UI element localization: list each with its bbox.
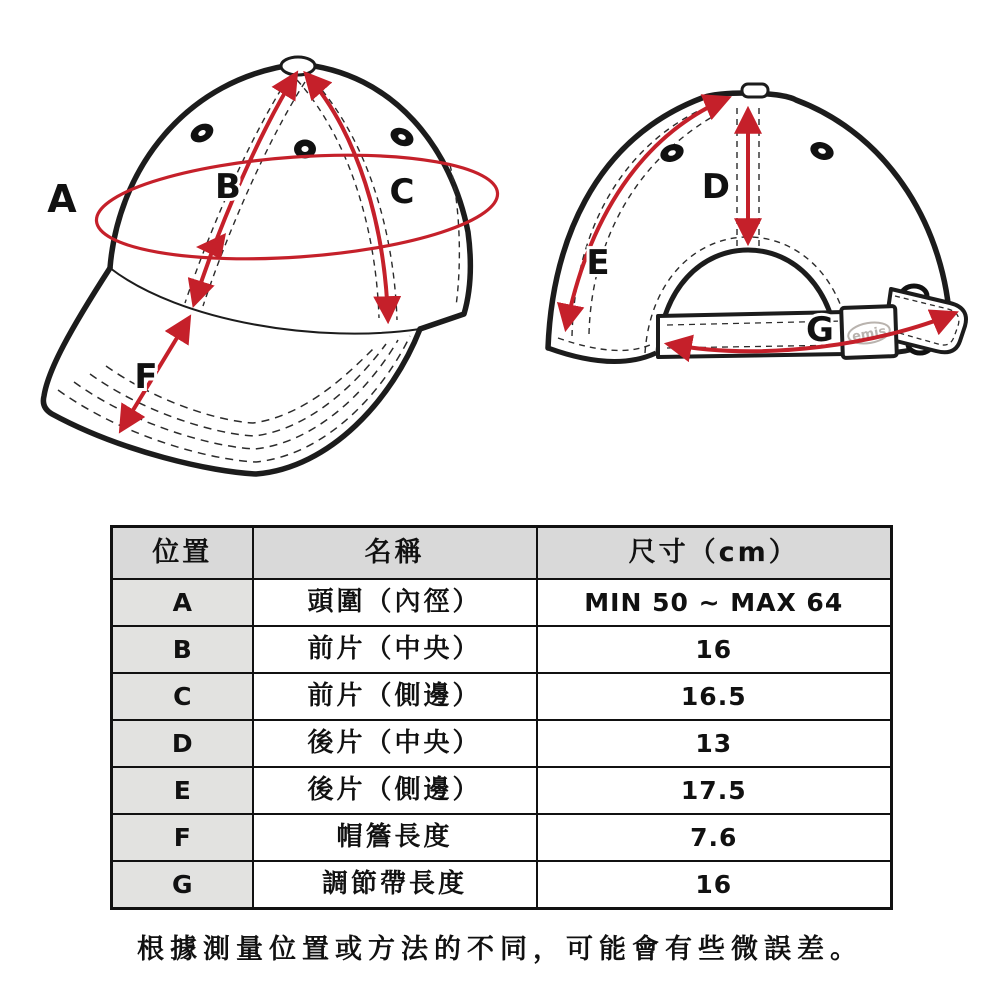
position-cell: G bbox=[112, 861, 253, 909]
value-cell: 17.5 bbox=[537, 767, 892, 814]
table-row bbox=[112, 720, 892, 767]
measurement-label-c: C bbox=[389, 172, 415, 212]
measurement-label-b: B bbox=[215, 167, 241, 207]
cap-side-view bbox=[43, 57, 501, 474]
position-cell: F bbox=[112, 814, 253, 861]
table-row bbox=[112, 814, 892, 861]
name-cell: 帽簷長度 bbox=[253, 814, 537, 861]
table-row bbox=[112, 626, 892, 673]
crown-fill bbox=[110, 64, 470, 334]
name-cell: 調節帶長度 bbox=[253, 861, 537, 909]
header-size-cm: 尺寸（cm） bbox=[537, 527, 892, 580]
value-cell: MIN 50 ~ MAX 64 bbox=[537, 579, 892, 626]
top-button bbox=[281, 57, 315, 75]
measurement-label-a: A bbox=[47, 177, 77, 221]
position-cell: C bbox=[112, 673, 253, 720]
position-cell: A bbox=[112, 579, 253, 626]
cap-back-view bbox=[548, 84, 966, 362]
measurement-label-e: E bbox=[586, 243, 610, 283]
table-row bbox=[112, 767, 892, 814]
value-cell: 16.5 bbox=[537, 673, 892, 720]
measurement-label-f: F bbox=[134, 357, 158, 397]
table-header-row bbox=[112, 527, 892, 580]
name-cell: 後片（中央） bbox=[253, 720, 537, 767]
name-cell: 前片（側邊） bbox=[253, 673, 537, 720]
measurement-label-g: G bbox=[806, 310, 834, 350]
position-cell: E bbox=[112, 767, 253, 814]
value-cell: 16 bbox=[537, 861, 892, 909]
measurement-disclaimer: 根據測量位置或方法的不同，可能會有些微誤差。 bbox=[137, 934, 863, 965]
table-row bbox=[112, 861, 892, 909]
table-row bbox=[112, 673, 892, 720]
position-cell: B bbox=[112, 626, 253, 673]
size-table bbox=[110, 525, 893, 910]
name-cell: 頭圍（內徑） bbox=[253, 579, 537, 626]
name-cell: 後片（側邊） bbox=[253, 767, 537, 814]
measurement-label-d: D bbox=[701, 167, 730, 207]
back-top-button bbox=[742, 84, 768, 97]
name-cell: 前片（中央） bbox=[253, 626, 537, 673]
header-name: 名稱 bbox=[253, 527, 537, 580]
table-row bbox=[112, 579, 892, 626]
position-cell: D bbox=[112, 720, 253, 767]
value-cell: 7.6 bbox=[537, 814, 892, 861]
value-cell: 16 bbox=[537, 626, 892, 673]
strap-logo-text: emis bbox=[850, 324, 888, 345]
value-cell: 13 bbox=[537, 720, 892, 767]
header-position: 位置 bbox=[112, 527, 253, 580]
